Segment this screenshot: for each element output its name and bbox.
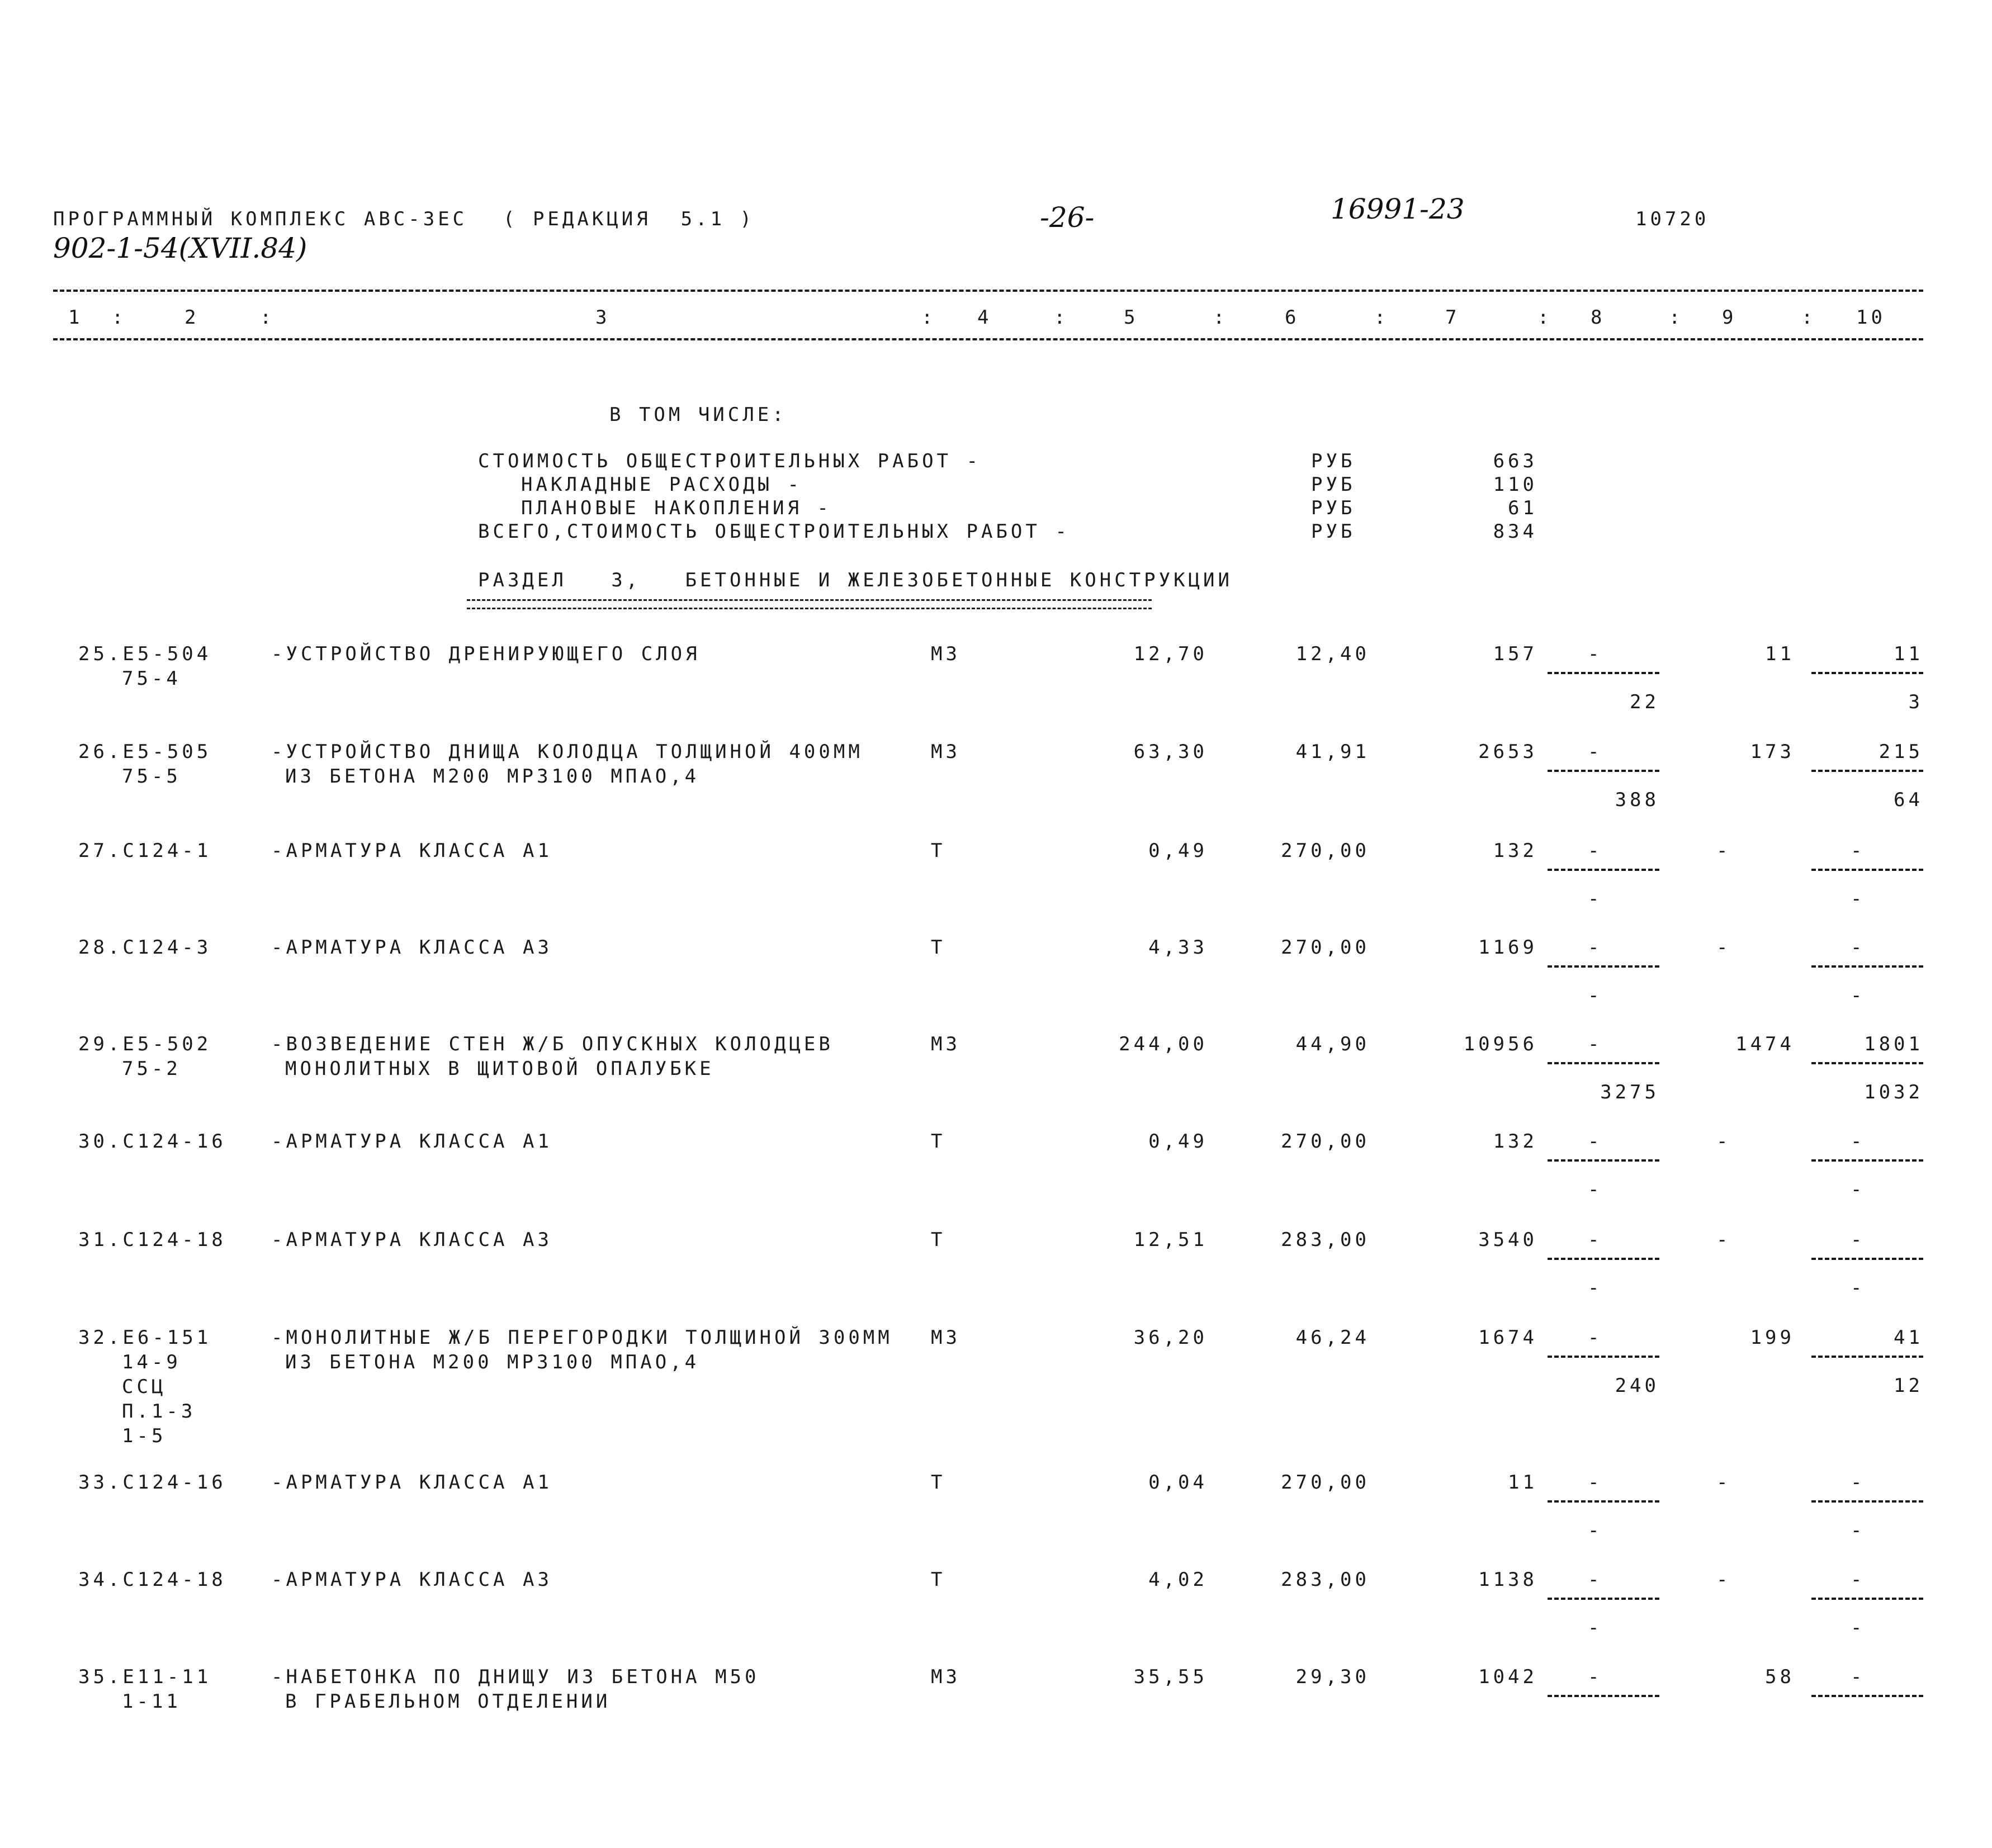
item-unit-price: 270,00 [1281,1130,1370,1153]
col9-value: - [1716,936,1731,959]
item-unit-price: 12,40 [1295,643,1370,665]
col10-subvalue: - [1851,1178,1866,1201]
column-number: 10 [1856,306,1886,329]
col10-value: - [1851,1229,1866,1251]
col9-value: 58 [1765,1666,1795,1688]
page-number: -26- [1040,201,1095,234]
col10-rule [1811,672,1923,674]
col10-rule [1811,1356,1923,1358]
col8-value: - [1588,1569,1603,1591]
item-code: 25.Е5-504 [78,643,212,665]
col8-subvalue: - [1588,1519,1603,1542]
project-number: 902-1-54(XVII.84) [53,232,307,264]
item-unit-price: 41,91 [1295,741,1370,763]
item-unit-price: 283,00 [1281,1569,1370,1591]
summary-unit: РУБ [1311,520,1356,543]
item-quantity: 36,20 [1133,1326,1208,1349]
col10-subvalue: - [1851,1617,1866,1639]
col10-rule [1811,1500,1923,1503]
item-code: 1-11 [122,1690,181,1713]
item-quantity: 244,00 [1119,1033,1208,1055]
item-description: -АРМАТУРА КЛАССА А3 [271,1569,552,1591]
col10-rule [1811,1159,1923,1162]
col9-value: - [1716,1130,1731,1153]
col10-rule [1811,1598,1923,1600]
col10-value: 11 [1894,643,1923,665]
col10-rule [1811,965,1923,968]
col8-rule [1548,1159,1659,1162]
item-total: 1042 [1478,1666,1537,1688]
col10-value: 215 [1879,741,1923,763]
item-total: 1138 [1478,1569,1537,1591]
col8-rule [1548,965,1659,968]
col9-value: 173 [1750,741,1795,763]
col10-rule [1811,1695,1923,1697]
summary-value: 61 [1508,497,1537,519]
header-top-rule [53,290,1923,292]
col8-rule [1548,1695,1659,1697]
col8-value: - [1588,1666,1603,1688]
section-title: РАЗДЕЛ 3, БЕТОННЫЕ И ЖЕЛЕЗОБЕТОННЫЕ КОНСТРУКЦИИ [478,569,1233,591]
col8-rule [1548,1356,1659,1358]
col8-subvalue: 388 [1615,789,1659,811]
column-number: 4 [977,306,992,329]
item-code: 1-5 [122,1425,167,1447]
section-underline [467,599,1152,609]
item-total: 132 [1493,840,1537,862]
col10-subvalue: - [1851,1277,1866,1299]
col9-value: - [1716,1229,1731,1251]
column-number: 9 [1722,306,1737,329]
col9-value: 199 [1750,1326,1795,1349]
estimate-page: ПРОГРАММНЫЙ КОМПЛЕКС АВС-ЗЕС ( РЕДАКЦИЯ 5.1 ) -26- 16991-23 10720 902-1-54(XVII.84) 1 : 2 : 3 : 4 : 5 : 6 : 7 : 8 : 9 : 10 В ТОМ ЧИСЛЕ: СТОИМОСТЬ ОБЩЕСТРОИТЕЛЬНЫХ РАБОТ - РУБ 663 НАКЛАДНЫЕ РАСХОДЫ - РУБ 110 ПЛАНОВЫЕ НАКОПЛЕНИЯ - РУБ 61 ВСЕГО,СТОИМОСТЬ ОБЩЕСТРОИТЕЛЬНЫХ РАБОТ - РУБ 834 РАЗДЕЛ 3, БЕТОННЫЕ И ЖЕЛЕЗОБЕТОННЫЕ КОНСТРУКЦИИ 25.Е5-504 75-4 -УСТРОЙСТВО ДРЕНИРУЮЩЕГО СЛОЯ М3 12,70 12,40 157 - 22 11 11 3 26.Е5-505 75-5 -УСТРОЙСТВО ДНИЩА КОЛОДЦА ТОЛЩИНОЙ 400ММ ИЗ БЕТОНА М200 МРЗ100 МПАО,4 М3 63,30 41,91 2653 - 388 173 215 64 27.С124-1 -АРМАТУРА КЛАССА А1 Т 0,49 270,00 132 - - - - - 28.С124-3 -АРМАТУРА КЛАССА А3 Т 4,33 270,00 1169 - - - - - 29.Е5-502 75-2 -ВОЗВЕДЕНИЕ СТЕН Ж/Б ОПУСКНЫХ КОЛОДЦЕВ МОНОЛИТНЫХ В ЩИТОВОЙ ОПАЛУБКЕ М3 244,00 44,90 10956 - 3275 1474 1801 1032 30.С124-16 -АРМАТУРА КЛАССА А1 Т 0,49 270,00 132 - - - - - 31.С124-18 -АРМАТУРА КЛАССА А3 Т 12,51 283,00 3540 - - - - - 32.Е6-151 14-9 ССЦ П.1-3 1-5 -МОНОЛИТНЫЕ Ж/Б ПЕРЕГОРОДКИ ТОЛЩИНОЙ 300ММ ИЗ БЕТОНА М200 МРЗ100 МПАО,4 М3 36,20 46,24 1674 - 240 199 41 12 33.С124-16 -АРМАТУРА КЛАССА А1 Т 0,04 270,00 11 - - - - - 34.С124-18 -АРМАТУРА КЛАССА А3 Т 4,02 283,00 1138 - - - - - 35.Е11-11 1-11 -НАБЕТОНКА ПО ДНИЩУ ИЗ БЕТОНА М50 В ГРАБЕЛЬНОМ ОТДЕЛЕНИИ М3 35,55 29,30 1042 - 58 - [53,193,1923,1713]
col8-rule [1548,770,1659,772]
item-code: 35.Е11-11 [78,1666,212,1688]
col8-rule [1548,869,1659,871]
item-code: 32.Е6-151 [78,1326,212,1349]
item-unit: Т [931,840,946,862]
col8-rule [1548,1258,1659,1260]
item-unit: М3 [931,1666,960,1688]
col10-subvalue: - [1851,888,1866,910]
col8-value: - [1588,840,1603,862]
item-total: 132 [1493,1130,1537,1153]
item-description: -АРМАТУРА КЛАССА А1 [271,1130,552,1153]
item-total: 11 [1508,1471,1537,1494]
program-name: ПРОГРАММНЫЙ КОМПЛЕКС АВС-ЗЕС [53,208,468,230]
col10-value: - [1851,936,1866,959]
item-quantity: 63,30 [1133,741,1208,763]
summary-value: 110 [1493,473,1537,496]
col8-subvalue: - [1588,1617,1603,1639]
header-bottom-rule [53,338,1923,340]
col10-rule [1811,1258,1923,1260]
col8-subvalue: - [1588,984,1603,1007]
summary-label: ВСЕГО,СТОИМОСТЬ ОБЩЕСТРОИТЕЛЬНЫХ РАБОТ - [478,520,1070,543]
item-unit: М3 [931,741,960,763]
item-unit: Т [931,1569,946,1591]
item-description: -НАБЕТОНКА ПО ДНИЩУ ИЗ БЕТОНА М50 [271,1666,760,1688]
item-quantity: 4,33 [1148,936,1208,959]
item-description: -МОНОЛИТНЫЕ Ж/Б ПЕРЕГОРОДКИ ТОЛЩИНОЙ 300ММ [271,1326,893,1349]
item-quantity: 0,49 [1148,840,1208,862]
col8-value: - [1588,741,1603,763]
item-unit-price: 29,30 [1295,1666,1370,1688]
col8-value: - [1588,643,1603,665]
col9-value: - [1716,840,1731,862]
item-unit: Т [931,1471,946,1494]
item-description: -АРМАТУРА КЛАССА А1 [271,840,552,862]
item-unit: Т [931,1229,946,1251]
col8-rule [1548,1062,1659,1064]
item-unit-price: 270,00 [1281,936,1370,959]
item-code: 33.С124-16 [78,1471,226,1494]
item-code: 27.С124-1 [78,840,212,862]
item-code: 30.С124-16 [78,1130,226,1153]
item-unit: М3 [931,1326,960,1349]
col9-value: - [1716,1569,1731,1591]
summary-unit: РУБ [1311,450,1356,472]
item-unit-price: 46,24 [1295,1326,1370,1349]
item-quantity: 0,04 [1148,1471,1208,1494]
item-code: 28.С124-3 [78,936,212,959]
item-total: 1169 [1478,936,1537,959]
item-description: -УСТРОЙСТВО ДНИЩА КОЛОДЦА ТОЛЩИНОЙ 400ММ [271,741,863,763]
item-total: 10956 [1463,1033,1537,1055]
col8-subvalue: 240 [1615,1375,1659,1397]
col10-subvalue: 64 [1894,789,1923,811]
col8-subvalue: - [1588,888,1603,910]
item-code: 34.С124-18 [78,1569,226,1591]
item-code: 14-9 [122,1351,181,1373]
item-total: 3540 [1478,1229,1537,1251]
col10-value: - [1851,1569,1866,1591]
summary-unit: РУБ [1311,497,1356,519]
item-quantity: 0,49 [1148,1130,1208,1153]
item-description: -УСТРОЙСТВО ДРЕНИРУЮЩЕГО СЛОЯ [271,643,701,665]
item-description: -ВОЗВЕДЕНИЕ СТЕН Ж/Б ОПУСКНЫХ КОЛОДЦЕВ [271,1033,834,1055]
item-code: 29.Е5-502 [78,1033,212,1055]
item-quantity: 4,02 [1148,1569,1208,1591]
summary-value: 834 [1493,520,1537,543]
col9-value: 1474 [1735,1033,1795,1055]
column-number: 1 [68,306,83,329]
col8-rule [1548,1598,1659,1600]
item-description: -АРМАТУРА КЛАССА А1 [271,1471,552,1494]
document-number: 16991-23 [1331,193,1465,225]
col10-value: 41 [1894,1326,1923,1349]
summary-label: НАКЛАДНЫЕ РАСХОДЫ - [521,473,802,496]
column-number: 6 [1285,306,1300,329]
summary-label: ПЛАНОВЫЕ НАКОПЛЕНИЯ - [521,497,832,519]
column-number: 3 [595,306,611,329]
col8-subvalue: - [1588,1178,1603,1201]
col10-value: - [1851,1130,1866,1153]
col10-value: 1801 [1864,1033,1923,1055]
col10-rule [1811,1062,1923,1064]
item-unit-price: 283,00 [1281,1229,1370,1251]
item-unit-price: 44,90 [1295,1033,1370,1055]
col10-rule [1811,770,1923,772]
col10-value: - [1851,1471,1866,1494]
col10-rule [1811,869,1923,871]
column-number: 5 [1124,306,1139,329]
column-number: 8 [1591,306,1606,329]
item-code: 75-4 [122,667,181,690]
col10-subvalue: 3 [1908,691,1923,713]
col10-subvalue: - [1851,984,1866,1007]
item-description: МОНОЛИТНЫХ В ЩИТОВОЙ ОПАЛУБКЕ [285,1058,715,1080]
col9-value: 11 [1765,643,1795,665]
item-quantity: 35,55 [1133,1666,1208,1688]
item-code: 26.Е5-505 [78,741,212,763]
col8-rule [1548,1500,1659,1503]
summary-title: В ТОМ ЧИСЛЕ: [609,404,787,426]
col10-subvalue: 12 [1894,1375,1923,1397]
item-unit-price: 270,00 [1281,1471,1370,1494]
item-unit: М3 [931,643,960,665]
col9-value: - [1716,1471,1731,1494]
col8-subvalue: - [1588,1277,1603,1299]
col8-subvalue: 3275 [1600,1081,1659,1103]
item-total: 1674 [1478,1326,1537,1349]
item-code: ССЦ [122,1376,167,1398]
col10-value: - [1851,840,1866,862]
summary-label: СТОИМОСТЬ ОБЩЕСТРОИТЕЛЬНЫХ РАБОТ - [478,450,981,472]
col10-subvalue: - [1851,1519,1866,1542]
col10-value: - [1851,1666,1866,1688]
item-description: ИЗ БЕТОНА М200 МРЗ100 МПАО,4 [285,1351,700,1373]
col8-value: - [1588,1326,1603,1349]
item-code: 75-5 [122,765,181,788]
item-unit: Т [931,936,946,959]
col10-subvalue: 1032 [1864,1081,1923,1103]
item-quantity: 12,70 [1133,643,1208,665]
item-quantity: 12,51 [1133,1229,1208,1251]
item-description: ИЗ БЕТОНА М200 МРЗ100 МПАО,4 [285,765,700,788]
column-number: 2 [184,306,200,329]
summary-value: 663 [1493,450,1537,472]
col8-value: - [1588,1229,1603,1251]
col8-rule [1548,672,1659,674]
item-unit: Т [931,1130,946,1153]
summary-unit: РУБ [1311,473,1356,496]
col8-value: - [1588,1471,1603,1494]
item-total: 157 [1493,643,1537,665]
col8-value: - [1588,936,1603,959]
item-unit: М3 [931,1033,960,1055]
item-description: -АРМАТУРА КЛАССА А3 [271,1229,552,1251]
item-description: -АРМАТУРА КЛАССА А3 [271,936,552,959]
item-description: В ГРАБЕЛЬНОМ ОТДЕЛЕНИИ [285,1690,611,1713]
item-code: 31.С124-18 [78,1229,226,1251]
program-edition: ( РЕДАКЦИЯ 5.1 ) [503,208,755,230]
col8-value: - [1588,1130,1603,1153]
item-total: 2653 [1478,741,1537,763]
item-code: П.1-3 [122,1400,196,1423]
item-code: 75-2 [122,1058,181,1080]
col8-value: - [1588,1033,1603,1055]
col8-subvalue: 22 [1630,691,1659,713]
item-unit-price: 270,00 [1281,840,1370,862]
document-code: 10720 [1635,208,1710,230]
column-number: 7 [1445,306,1460,329]
